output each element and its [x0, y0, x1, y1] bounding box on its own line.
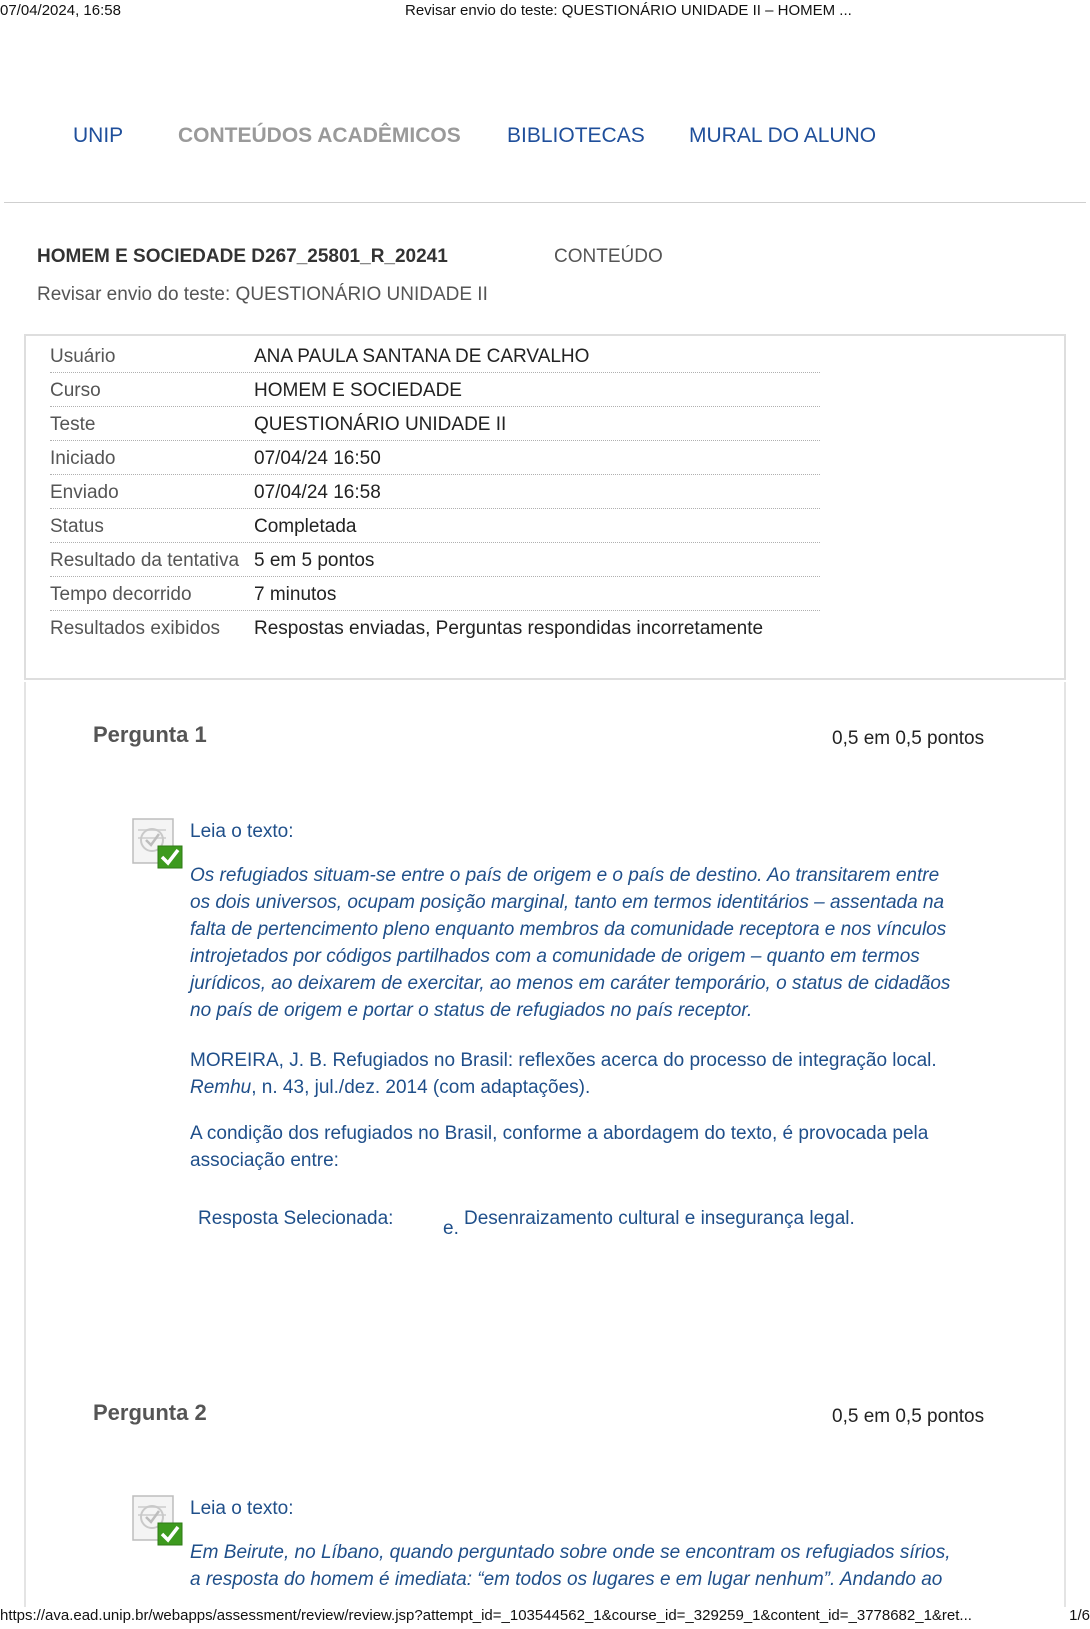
summary-row-teste: [50, 406, 820, 441]
answer-selected-label: Resposta Selecionada:: [198, 1208, 394, 1229]
summary-value: 07/04/24 16:50: [254, 448, 381, 469]
summary-label: Teste: [50, 414, 96, 435]
summary-label: Tempo decorrido: [50, 584, 192, 605]
summary-value: QUESTIONÁRIO UNIDADE II: [254, 414, 507, 435]
question-2-quote: Em Beirute, no Líbano, quando perguntado sobre onde se encontram os refugiados sírios, a resposta do homem é imediata: “em todos os lugares e em lugar nenhum”. Andando ao: [190, 1542, 951, 1590]
question-1-citation: [190, 1047, 940, 1101]
top-navigation: [0, 118, 1090, 158]
print-header: [0, 0, 1090, 22]
answer-selected-text: Desenraizamento cultural e insegurança legal.: [464, 1208, 855, 1229]
citation-journal: Remhu: [190, 1077, 252, 1098]
summary-label: Iniciado: [50, 448, 116, 469]
print-page-number: 1/6: [1069, 1607, 1090, 1624]
correct-answer-check-icon: [132, 1495, 184, 1547]
question-1-intro: Leia o texto:: [190, 821, 294, 842]
attempt-summary-box: [24, 334, 1066, 680]
print-url: https://ava.ead.unip.br/webapps/assessment/review/review.jsp?attempt_id=_103544562_1&course_id=_329259_1&content_id=_3778682_1&ret...: [0, 1607, 972, 1624]
summary-row-enviado: [50, 474, 820, 509]
print-footer: [0, 1607, 1090, 1629]
summary-label: Resultado da tentativa: [50, 550, 240, 571]
question-1-title: Pergunta 1: [93, 722, 207, 747]
summary-label: Resultados exibidos: [50, 618, 221, 639]
question-2-points: 0,5 em 0,5 pontos: [832, 1406, 985, 1427]
correct-answer-check-icon: [132, 818, 184, 870]
question-1-prompt: A condição dos refugiados no Brasil, conforme a abordagem do texto, é provocada pela associação entre:: [190, 1123, 929, 1171]
nav-conteudos-academicos[interactable]: CONTEÚDOS ACADÊMICOS: [178, 124, 461, 147]
summary-value: Respostas enviadas, Perguntas respondidas incorretamente: [254, 618, 764, 639]
nav-unip[interactable]: UNIP: [73, 124, 124, 147]
summary-row-iniciado: [50, 440, 820, 475]
question-1-quote: Os refugiados situam-se entre o país de origem e o país de destino. Ao transitarem entre os dois universos, ocupam posição marginal, tanto em termos identitários – assentada na falta de pertencimento pleno enquanto membros da comunidade receptora e nos vínculos introjetados por códigos partilhados com a comunidade de origem – quanto em termos jurídicos, ao deixarem de exercitar, ao menos em caráter temporário, o status de cidadãos no país de origem e portar o status de refugiados no país receptor.: [190, 865, 951, 1021]
course-title[interactable]: HOMEM E SOCIEDADE D267_25801_R_20241: [37, 246, 448, 267]
summary-value: 07/04/24 16:58: [254, 482, 381, 503]
question-2-title: Pergunta 2: [93, 1400, 207, 1425]
summary-row-status: [50, 508, 820, 543]
conteudo-breadcrumb-link[interactable]: CONTEÚDO: [554, 246, 663, 267]
summary-label: Usuário: [50, 346, 116, 367]
summary-value: ANA PAULA SANTANA DE CARVALHO: [254, 346, 590, 367]
summary-row-resultados-exibidos: [50, 610, 820, 644]
nav-divider: [4, 202, 1086, 203]
page-subtitle: Revisar envio do teste: QUESTIONÁRIO UNIDADE II: [37, 284, 488, 305]
summary-row-usuario: [50, 338, 820, 373]
summary-row-curso: [50, 372, 820, 407]
answer-letter: e.: [443, 1218, 459, 1239]
summary-value: 7 minutos: [254, 584, 337, 605]
summary-label: Curso: [50, 380, 101, 401]
citation-text: MOREIRA, J. B. Refugiados no Brasil: reflexões acerca do processo de integração local.: [190, 1050, 937, 1071]
summary-value: HOMEM E SOCIEDADE: [254, 380, 462, 401]
summary-value: Completada: [254, 516, 357, 537]
summary-label: Status: [50, 516, 104, 537]
question-2-intro: Leia o texto:: [190, 1498, 294, 1519]
citation-details: , n. 43, jul./dez. 2014 (com adaptações).: [251, 1077, 591, 1098]
summary-row-tempo: [50, 576, 820, 611]
nav-bibliotecas[interactable]: BIBLIOTECAS: [507, 124, 645, 147]
summary-row-resultado: [50, 542, 820, 577]
summary-label: Enviado: [50, 482, 119, 503]
question-1-points: 0,5 em 0,5 pontos: [832, 728, 985, 749]
print-doc-title: Revisar envio do teste: QUESTIONÁRIO UNIDADE II – HOMEM ...: [405, 2, 852, 19]
summary-value: 5 em 5 pontos: [254, 550, 375, 571]
nav-mural-do-aluno[interactable]: MURAL DO ALUNO: [689, 124, 877, 147]
print-datetime: 07/04/2024, 16:58: [0, 2, 121, 19]
